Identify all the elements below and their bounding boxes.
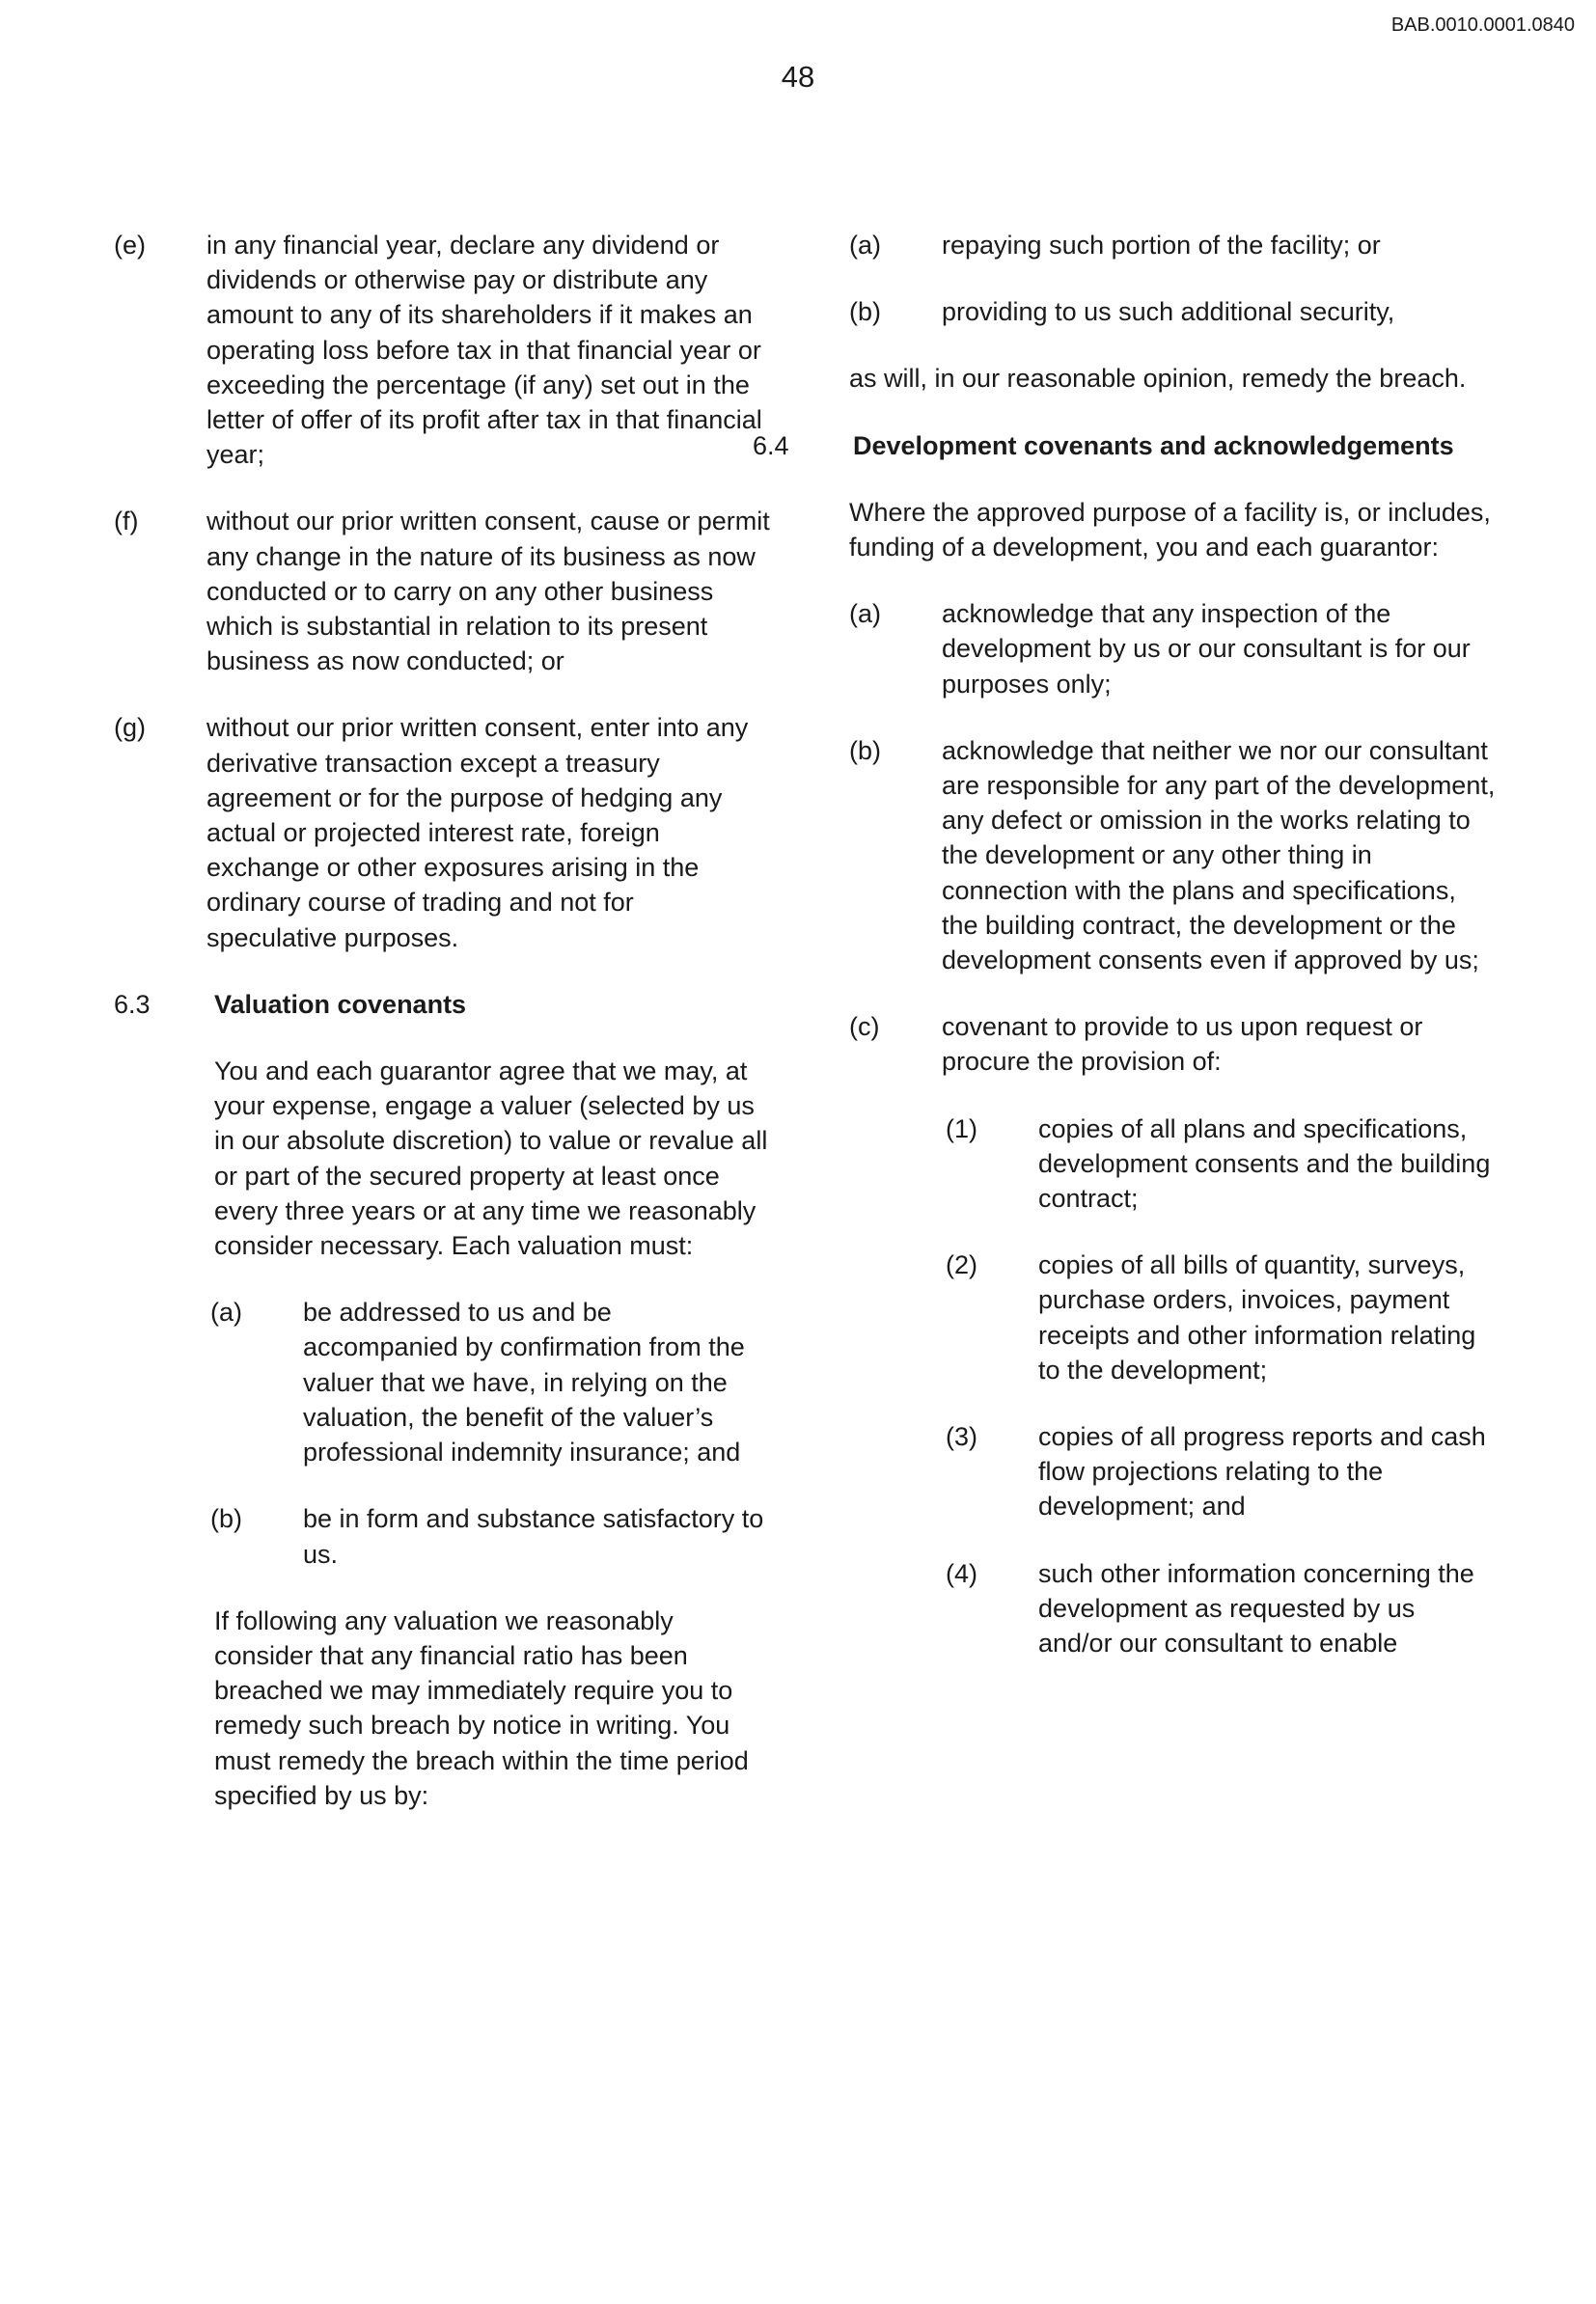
- clause-text: be in form and substance satisfactory to us.: [303, 1504, 764, 1569]
- clause-e: [114, 228, 770, 472]
- subclause-label: (2): [946, 1250, 977, 1280]
- section-heading-6-3: [114, 987, 770, 1022]
- section-title: Development covenants and acknowledgements: [853, 430, 1454, 460]
- section-number: 6.4: [753, 430, 789, 460]
- subclause-text: copies of all plans and specifications, development consents and the building contract;: [1038, 1113, 1491, 1214]
- subclause-3: [946, 1419, 1496, 1524]
- subclause-text: copies of all bills of quantity, surveys, purchase orders, invoices, payment receipts and other information relating to the development;: [1038, 1250, 1476, 1385]
- left-column: [114, 228, 770, 1845]
- clause-label: (a): [849, 599, 881, 629]
- clause-text: repaying such portion of the facility; or: [942, 231, 1381, 260]
- subclause-1: [946, 1111, 1496, 1217]
- section-title: Valuation covenants: [214, 989, 467, 1019]
- clause-text: in any financial year, declare any dividend or dividends or otherwise pay or distribute any amount to any of its shareholders if it makes an operating loss before tax in that financial year or exceeding the percentage (if any) set out in the letter of offer of its profit after tax in that financial year;: [206, 231, 762, 470]
- subclause-text: such other information concerning the development as requested by us and/or our consultant to enable: [1038, 1558, 1474, 1659]
- subclause-label: (1): [946, 1113, 977, 1143]
- subclause-2: [946, 1248, 1496, 1387]
- clause-label: (f): [114, 507, 139, 536]
- clause-6-3-b: [210, 1501, 770, 1571]
- section-intro: Where the approved purpose of a facility is, or includes, funding of a development, you and each guarantor:: [849, 497, 1491, 562]
- clause-6-4-c: [849, 1009, 1496, 1079]
- subclause-text: copies of all progress reports and cash flow projections relating to the development; and: [1038, 1422, 1486, 1522]
- clause-f: [114, 504, 770, 678]
- clause-b: [849, 294, 1496, 329]
- clause-text: be addressed to us and be accompanied by confirmation from the valuer that we have, in relying on the valuation, the benefit of the valuer’s professional indemnity insurance; and: [303, 1298, 745, 1467]
- continuation-text: as will, in our reasonable opinion, remedy the breach.: [849, 364, 1467, 394]
- clause-6-4-b: [849, 733, 1496, 977]
- clause-label: (b): [849, 735, 881, 765]
- section-intro: You and each guarantor agree that we may, at your expense, engage a valuer (selected by us in our absolute discretion) to value or revalue all or part of the secured property at least once every three years or at any time we reasonably consider necessary. Each valuation must:: [214, 1056, 768, 1261]
- clause-text: acknowledge that any inspection of the development by us or our consultant is for our purposes only;: [942, 599, 1471, 699]
- clause-text: without our prior written consent, enter into any derivative transaction except a treasury agreement or for the purpose of hedging any actual or projected interest rate, foreign exchange or other exposures arising in the ordinary course of trading and not for speculative purposes.: [206, 713, 749, 952]
- clause-label: (e): [114, 231, 146, 260]
- clause-6-4-a: [849, 596, 1496, 701]
- clause-label: (c): [849, 1012, 880, 1042]
- page-number: 48: [781, 60, 815, 94]
- document-id: BAB.0010.0001.0840: [1390, 14, 1575, 36]
- section-closing: If following any valuation we reasonably consider that any financial ratio has been breached we may immediately require you to remedy such breach by notice in writing. You must remedy the breach within the time period specified by us by:: [214, 1605, 749, 1810]
- right-column: [753, 228, 1496, 1692]
- clause-g: [114, 710, 770, 954]
- clause-label: (b): [849, 297, 881, 327]
- clause-6-3-a: [210, 1295, 770, 1469]
- clause-label: (a): [849, 231, 881, 260]
- clause-label: (a): [210, 1298, 242, 1328]
- subclause-4: [946, 1556, 1496, 1661]
- subclause-label: (4): [946, 1558, 977, 1588]
- clause-label: (b): [210, 1504, 242, 1534]
- clause-label: (g): [114, 713, 146, 743]
- clause-text: without our prior written consent, cause or permit any change in the nature of its business as now conducted or to carry on any other business which is substantial in relation to its present business as now conducted; or: [206, 507, 770, 676]
- section-number: 6.3: [114, 989, 151, 1019]
- clause-text: providing to us such additional security,: [942, 297, 1395, 327]
- section-heading-6-4: [753, 428, 1496, 463]
- clause-text: acknowledge that neither we nor our consultant are responsible for any part of the development, any defect or omission in the works relating to the development or any other thing in connection with the plans and specifications, the building contract, the development or the development consents even if approved by us;: [942, 735, 1496, 975]
- subclause-label: (3): [946, 1422, 977, 1452]
- clause-text: covenant to provide to us upon request or procure the provision of:: [942, 1012, 1423, 1077]
- clause-a: [849, 228, 1496, 262]
